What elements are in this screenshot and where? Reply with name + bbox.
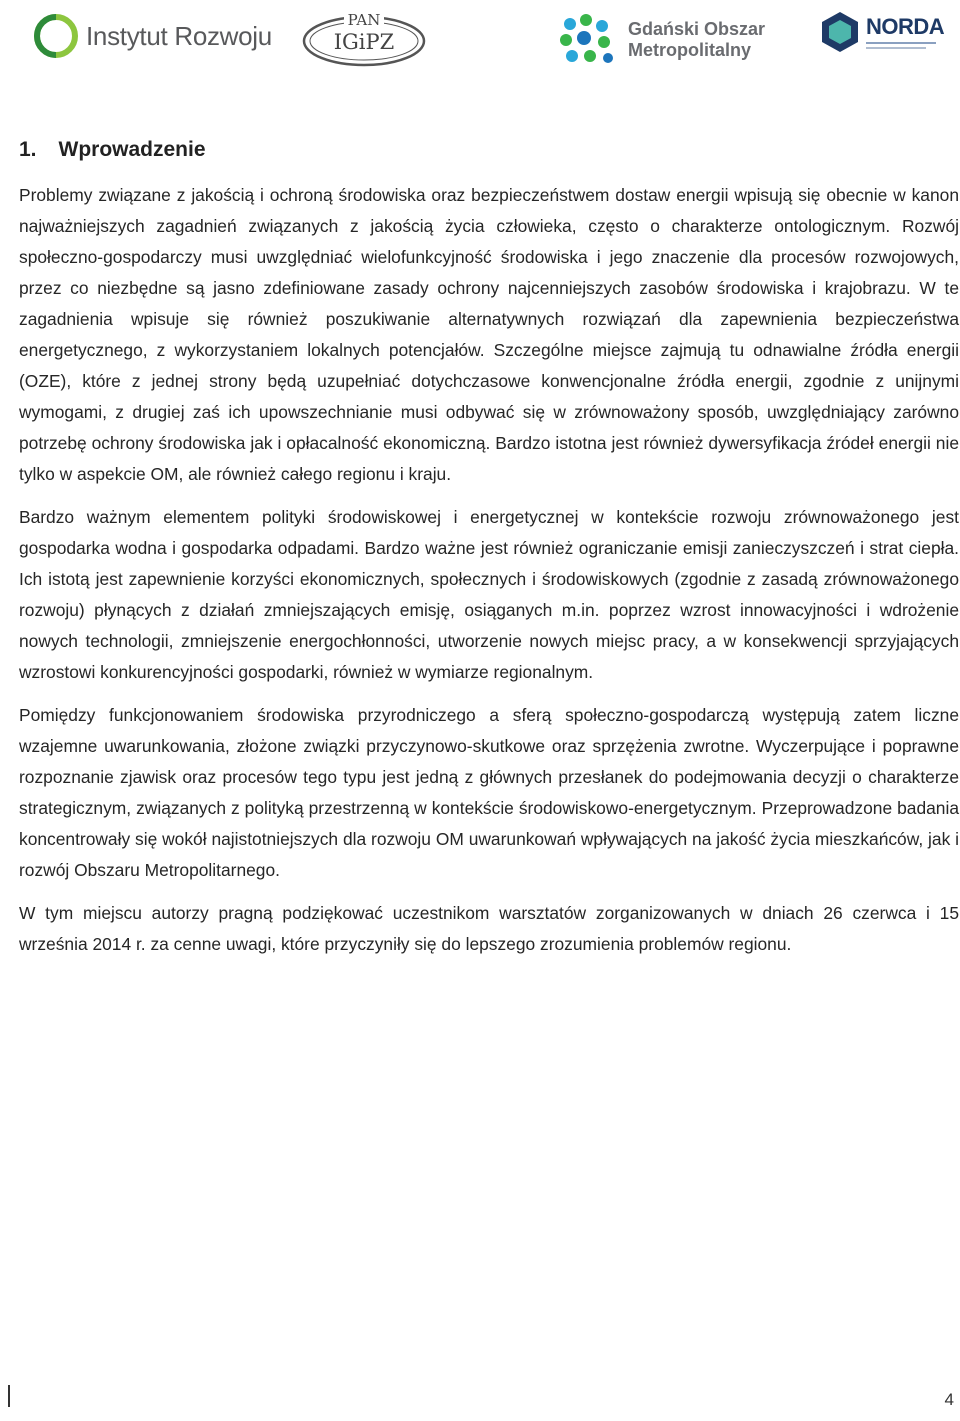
norda-text: NORDA (866, 14, 945, 39)
gom-line1: Gdański Obszar (628, 19, 766, 39)
section-heading (19, 138, 959, 162)
gom-emblem-icon (556, 12, 618, 68)
pan-igipz-logo (300, 8, 428, 70)
gdanski-obszar-metropolitalny-logo (556, 12, 765, 68)
paragraph: Problemy związane z jakością i ochroną środowiska oraz bezpieczeństwem dostaw energii wpisują się obecnie w kanon najważniejszych zagadnień związanych z jakością życia człowieka, często o charakterze ontologicznym. Rozwój społeczno-gospodarczy musi uwzględniać wielofunkcyjność środowiska i jego znaczenie dla procesów rozwojowych, przez co niezbędne są jasno zdefiniowane zasady ochrony najcenniejszych zasobów środowiska i krajobrazu. W te zagadnienia wpisuje się również poszukiwanie alternatywnych rozwiązań dla zapewnienia bezpieczeństwa energetycznego, z wykorzystaniem lokalnych potencjałów. Szczególne miejsce zajmują tu odnawialne źródła energii (OZE), które z jednej strony będą uzupełniać dotychczasowe konwencjonalne źródła energii, zgodnie z unijnymi wymogami, z drugiej zaś ich upowszechnianie musi odbywać się w zrównoważony sposób, uwzględniający zarówno potrzebę ochrony środowiska jak i opłacalność ekonomiczną. Bardzo istotna jest również dywersyfikacja źródeł energii nie tylko w aspekcie OM, ale również całego regionu i kraju. (19, 185, 959, 484)
section-number: 1. (19, 138, 37, 161)
document-body (19, 138, 959, 972)
igipz-text: IGiPZ (333, 30, 395, 54)
norda-emblem-icon (820, 10, 860, 54)
norda-logo (820, 10, 944, 54)
paragraph: W tym miejscu autorzy pragną podziękować uczestnikom warsztatów zorganizowanych w dniach 26 czerwca i 15 września 2014 r. za cenne uwagi, które przyczyniły się do lepszego zrozumienia problemów regionu. (19, 903, 959, 954)
section-title: Wprowadzenie (58, 138, 206, 161)
instytut-rozwoju-text: Instytut Rozwoju (86, 20, 272, 51)
norda-subline (866, 42, 936, 44)
instytut-rozwoju-logo (34, 14, 272, 58)
page-header (0, 0, 960, 80)
page-number: 4 (944, 1390, 954, 1409)
instytut-rozwoju-emblem-icon (34, 14, 78, 58)
paragraph: Bardzo ważnym elementem polityki środowiskowej i energetycznej w kontekście rozwoju zrównoważonego jest gospodarka wodna i gospodarka odpadami. Bardzo ważne jest również ograniczanie emisji zanieczyszczeń i strat ciepła. Ich istotą jest zapewnienie korzyści ekonomicznych, społecznych i środowiskowych (zgodnie z zasadą zrównoważonego rozwoju) płynących z działań zmniejszających emisję, osiąganych m.in. poprzez wzrost innowacyjności i wdrożenie nowych technologii, zmniejszenie energochłonności, utworzenie nowych miejsc pracy, a w konsekwencji sprzyjających wzrostowi konkurencyjności gospodarki, również w wymiarze regionalnym. (19, 507, 959, 682)
footer-margin-mark (8, 1385, 10, 1407)
norda-subline (866, 47, 926, 49)
pan-text: PAN (347, 11, 381, 29)
gom-line2: Metropolitalny (628, 40, 752, 60)
paragraph: Pomiędzy funkcjonowaniem środowiska przyrodniczego a sferą społeczno-gospodarczą występują zatem liczne wzajemne uwarunkowania, złożone związki przyczynowo-skutkowe oraz sprzężenia zwrotne. Wyczerpujące i poprawne rozpoznanie zjawisk oraz procesów tego typu jest jedną z głównych przesłanek do podejmowania decyzji o charakterze strategicznym, związanych z polityką przestrzenną w kontekście środowiskowo-energetycznym. Przeprowadzone badania koncentrowały się wokół najistotniejszych dla rozwoju OM uwarunkowań wpływających na jakość życia mieszkańców, jak i rozwój Obszaru Metropolitarnego. (19, 705, 959, 880)
